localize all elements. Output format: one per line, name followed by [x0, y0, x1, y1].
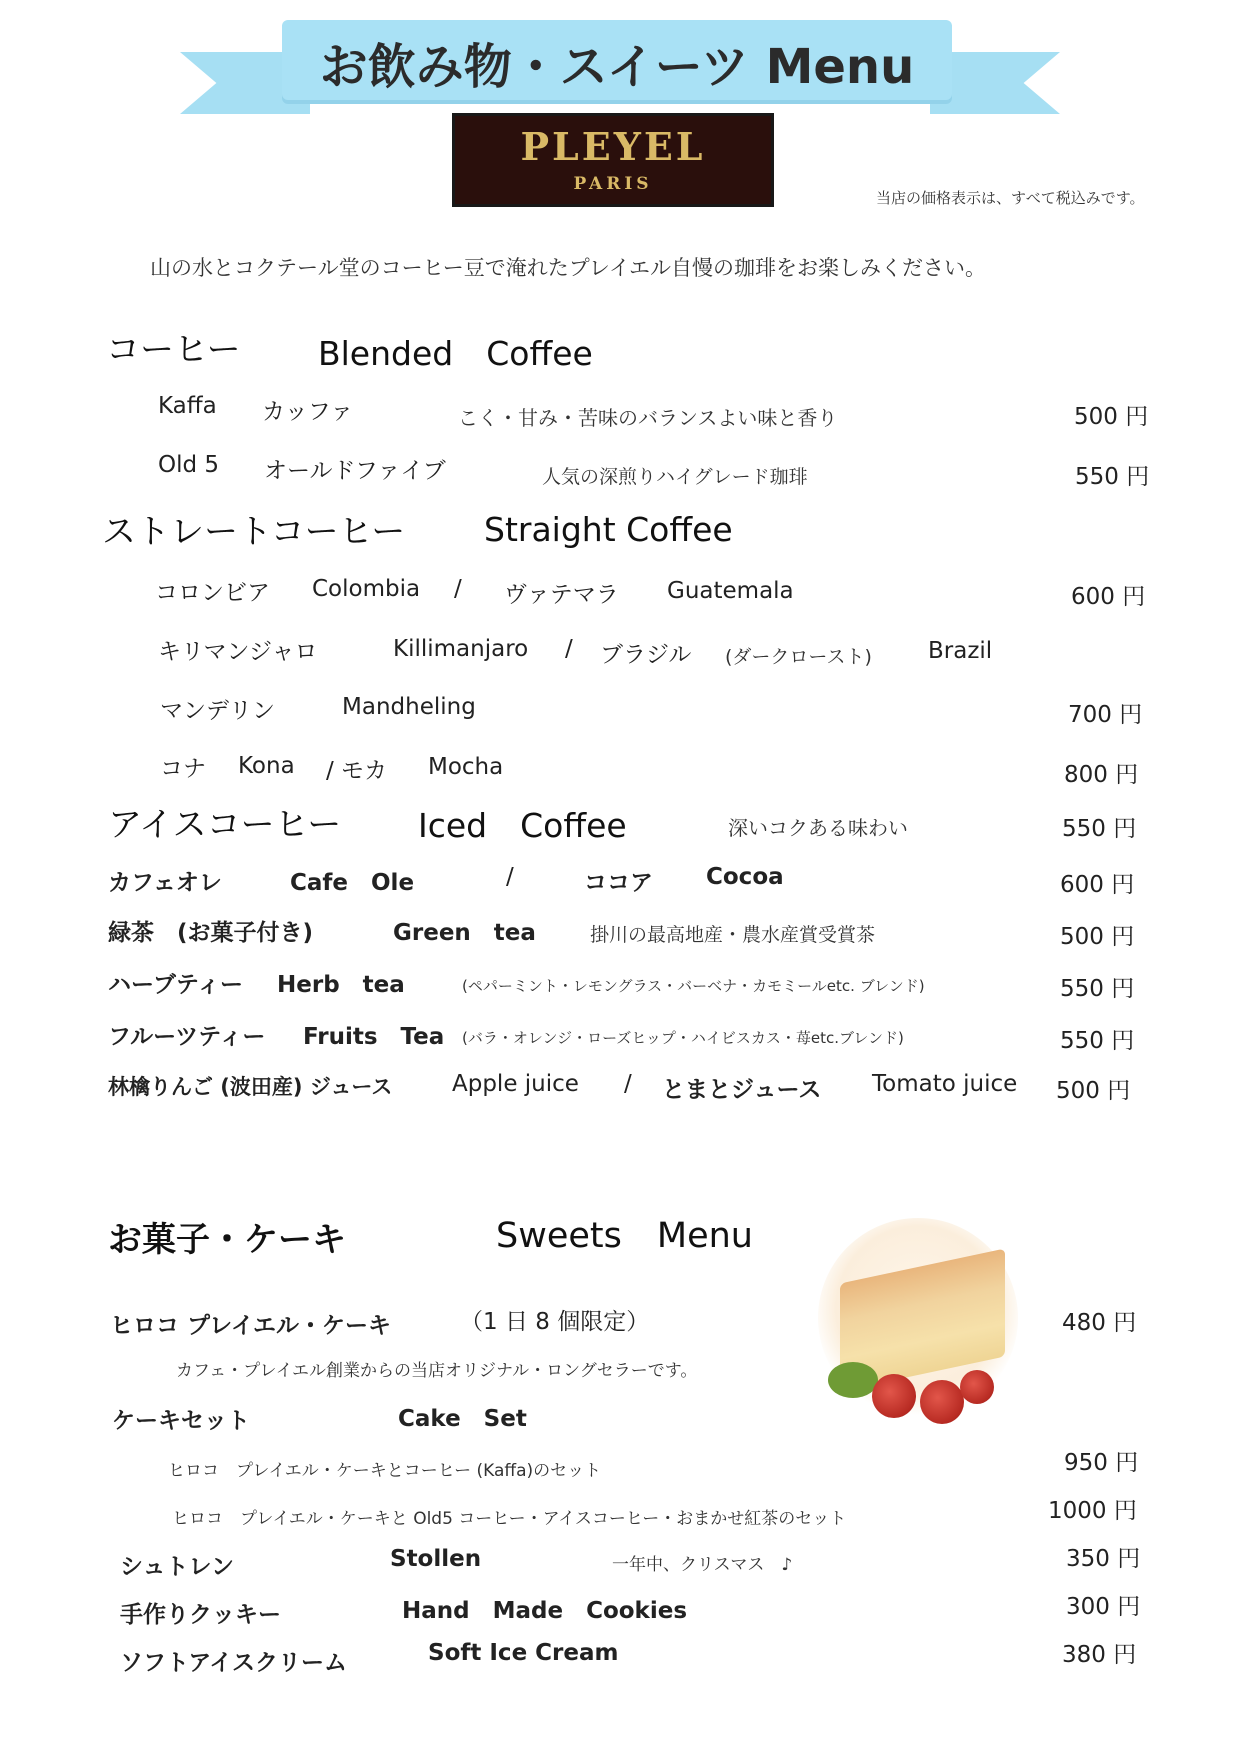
apple-juice-en: Apple juice	[452, 1071, 579, 1097]
herb-tea-desc: (ペパーミント・レモングラス・バーベナ・カモミールetc. ブレンド)	[462, 977, 925, 995]
kona-en: Kona	[238, 753, 295, 779]
cake-set-en: Cake Set	[398, 1406, 527, 1432]
row4-price: 800 円	[1064, 762, 1139, 788]
brazil-en: Brazil	[928, 638, 993, 664]
stollen-desc: 一年中、クリスマス ♪	[612, 1555, 793, 1575]
kaffa-desc: こく・甘み・苦味のバランスよい味と香り	[458, 406, 838, 430]
cake-set-1-desc: ヒロコ プレイエル・ケーキとコーヒー (Kaffa)のセット	[168, 1461, 602, 1481]
herb-tea-jp: ハーブティー	[108, 972, 244, 998]
strawberry-image	[960, 1370, 994, 1404]
kaffa-name-jp: カッファ	[262, 399, 354, 425]
herb-tea-en: Herb tea	[277, 972, 405, 998]
row2-separator: /	[565, 636, 573, 662]
mocha-en: Mocha	[428, 754, 504, 780]
mandheling-jp: マンデリン	[160, 698, 275, 724]
juice-separator: /	[624, 1071, 632, 1097]
mandheling-en: Mandheling	[342, 694, 476, 720]
cake-set-1-price: 950 円	[1064, 1450, 1139, 1476]
juice-price: 500 円	[1056, 1078, 1131, 1104]
pleyel-logo	[452, 113, 774, 207]
green-tea-jp: 緑茶 (お菓子付き)	[108, 920, 314, 946]
guatemala-jp: ヴァテマラ	[504, 582, 619, 608]
ice-cream-en: Soft Ice Cream	[428, 1640, 619, 1666]
cake-set-2-price: 1000 円	[1048, 1498, 1137, 1524]
fruits-tea-jp: フルーツティー	[108, 1024, 266, 1050]
row1-price: 600 円	[1071, 584, 1146, 610]
cocoa-jp: ココア	[584, 870, 653, 896]
colombia-en: Colombia	[312, 576, 421, 602]
green-tea-desc: 掛川の最高地産・農水産賞受賞茶	[590, 924, 876, 946]
cake-set-jp: ケーキセット	[112, 1408, 250, 1434]
straight-title-jp: ストレートコーヒー	[102, 512, 406, 552]
mint-leaf-image	[828, 1362, 878, 1398]
colombia-jp: コロンビア	[155, 580, 270, 606]
tax-note: 当店の価格表示は、すべて税込みです。	[876, 189, 1145, 207]
brazil-jp: ブラジル	[600, 642, 692, 668]
old5-desc: 人気の深煎りハイグレード珈琲	[542, 466, 808, 488]
straight-title-en: Straight Coffee	[484, 510, 733, 549]
killimanjaro-jp: キリマンジャロ	[158, 639, 318, 665]
sweets-title-en: Sweets Menu	[496, 1216, 753, 1256]
cookies-price: 300 円	[1066, 1594, 1141, 1620]
strawberry-image	[920, 1380, 964, 1424]
stollen-price: 350 円	[1066, 1546, 1141, 1572]
kaffa-price: 500 円	[1074, 404, 1149, 430]
cocoa-en: Cocoa	[706, 864, 784, 890]
green-tea-price: 500 円	[1060, 924, 1135, 950]
cookies-jp: 手作りクッキー	[120, 1602, 281, 1628]
killimanjaro-en: Killimanjaro	[393, 636, 529, 662]
hiroko-cake-desc: カフェ・プレイエル創業からの当店オリジナル・ロングセラーです。	[176, 1361, 698, 1381]
ice-cream-price: 380 円	[1062, 1642, 1137, 1668]
logo-sub-text: PARIS	[573, 174, 653, 194]
iced-title-jp: アイスコーヒー	[108, 805, 342, 845]
old5-name-en: Old 5	[158, 452, 220, 478]
fruits-tea-desc: (バラ・オレンジ・ローズヒップ・ハイビスカス・苺etc.ブレンド)	[462, 1029, 904, 1047]
old5-name-jp: オールドファイブ	[264, 458, 446, 484]
kaffa-name-en: Kaffa	[158, 393, 217, 419]
cafe-ole-en: Cafe Ole	[290, 870, 415, 896]
intro-text: 山の水とコクテール堂のコーヒー豆で淹れたプレイエル自慢の珈琲をお楽しみください。	[150, 256, 987, 280]
stollen-jp: シュトレン	[120, 1554, 234, 1580]
green-tea-en: Green tea	[393, 920, 536, 946]
stollen-en: Stollen	[390, 1546, 482, 1572]
strawberry-image	[872, 1374, 916, 1418]
hiroko-cake-limit: （1 日 8 個限定）	[460, 1309, 650, 1335]
row1-separator: /	[454, 576, 462, 602]
iced-desc: 深いコクある味わい	[728, 816, 908, 840]
tomato-juice-en: Tomato juice	[872, 1071, 1018, 1097]
old5-price: 550 円	[1075, 464, 1150, 490]
coffee-title-jp: コーヒー	[106, 330, 241, 370]
iced-price: 550 円	[1062, 816, 1137, 842]
cafe-ole-price: 600 円	[1060, 872, 1135, 898]
cafe-ole-jp: カフェオレ	[108, 870, 222, 896]
sweets-title-jp: お菓子・ケーキ	[108, 1220, 346, 1260]
tomato-juice-jp: とまとジュース	[662, 1077, 822, 1103]
apple-juice-jp: 林檎りんご (波田産) ジュース	[108, 1075, 393, 1099]
mocha-jp: / モカ	[326, 758, 388, 784]
page-title: お飲み物・スイーツ Menu	[319, 39, 915, 95]
coffee-title-en: Blended Coffee	[318, 334, 593, 373]
logo-main-text: PLEYEL	[520, 124, 706, 169]
hiroko-cake-name: ヒロコ プレイエル・ケーキ	[110, 1313, 392, 1339]
cake-set-2-desc: ヒロコ プレイエル・ケーキと Old5 コーヒー・アイスコーヒー・おまかせ紅茶のセット	[172, 1509, 847, 1529]
cookies-en: Hand Made Cookies	[402, 1598, 688, 1624]
fruits-tea-price: 550 円	[1060, 1028, 1135, 1054]
iced-title-en: Iced Coffee	[418, 806, 627, 845]
kona-jp: コナ	[160, 756, 206, 782]
fruits-tea-en: Fruits Tea	[303, 1024, 445, 1050]
herb-tea-price: 550 円	[1060, 976, 1135, 1002]
guatemala-en: Guatemala	[667, 578, 794, 604]
row3-price: 700 円	[1068, 702, 1143, 728]
ice-cream-jp: ソフトアイスクリーム	[120, 1650, 348, 1676]
hiroko-cake-price: 480 円	[1062, 1310, 1137, 1336]
brazil-note: (ダークロースト)	[725, 646, 872, 668]
cafe-ole-separator: /	[506, 864, 514, 890]
